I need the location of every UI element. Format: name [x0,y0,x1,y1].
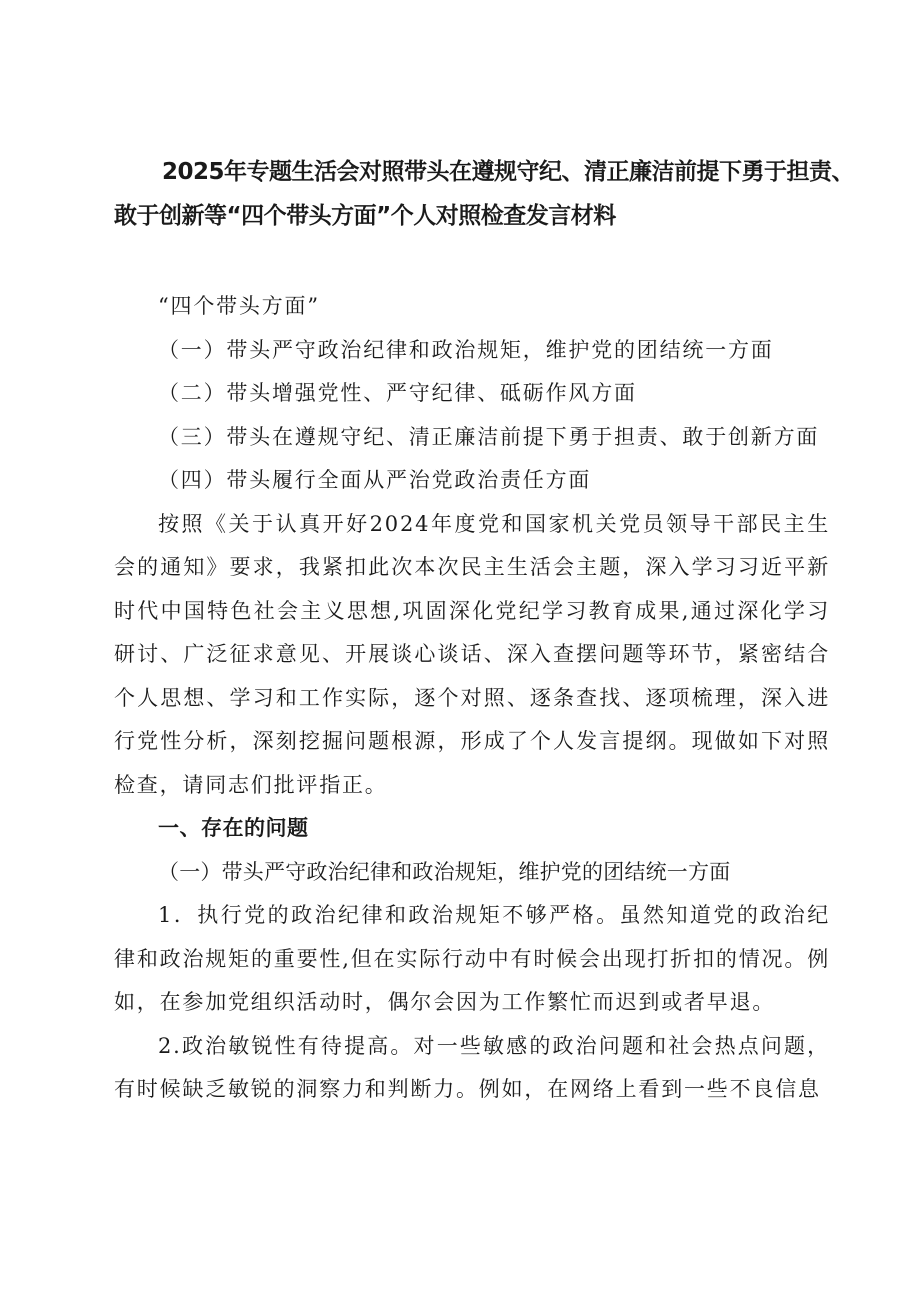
intro-paragraph: 按照《关于认真开好2024年度党和国家机关党员领导干部民主生会的通知》要求，我紧扣此次本次民主生活会主题，深入学习习近平新时代中国特色社会主义思想,巩固深化党纪学习教育成果,通过深化学习研讨、广泛征求意见、开展谈心谈话、深入查摆问题等环节，紧密结合个人思想、学习和工作实际，逐个对照、逐条查找、逐项梳理，深入进行党性分析，深刻挖掘问题根源，形成了个人发言提纲。现做如下对照检查，请同志们批评指正。 [114,511,830,797]
document-title [114,150,855,238]
aspect-item-1: （一）带头严守政治纪律和政治规矩，维护党的团结统一方面 [158,337,774,362]
section-heading-problems: 一、存在的问题 [158,816,309,840]
aspect-item-2: （二）带头增强党性、严守纪律、砥砺作风方面 [158,381,637,405]
aspects-heading: “四个带头方面” [158,294,320,318]
aspect-item-3: （三）带头在遵规守纪、清正廉洁前提下勇于担责、敢于创新方面 [158,424,820,449]
document-body [114,285,830,1112]
subsection-heading-1: （一）带头严守政治纪律和政治规矩，维护党的团结统一方面 [158,859,731,884]
problem-item-2: 2.政治敏锐性有待提高。对一些敏感的政治问题和社会热点问题，有时候缺乏敏锐的洞察力和判断力。例如，在网络上看到一些不良信息 [114,1033,830,1101]
title-line-1: 2025年专题生活会对照带头在遵规守纪、清正廉洁前提下勇于担责、 [162,159,855,185]
problem-item-1: 1．执行党的政治纪律和政治规矩不够严格。虽然知道党的政治纪律和政治规矩的重要性,但在实际行动中有时候会出现打折扣的情况。例如，在参加党组织活动时，偶尔会因为工作繁忙而迟到或者早退。 [114,903,830,1014]
aspect-item-4: （四）带头履行全面从严治党政治责任方面 [158,468,592,492]
title-line-2: 敢于创新等“四个带头方面”个人对照检查发言材料 [114,203,616,229]
